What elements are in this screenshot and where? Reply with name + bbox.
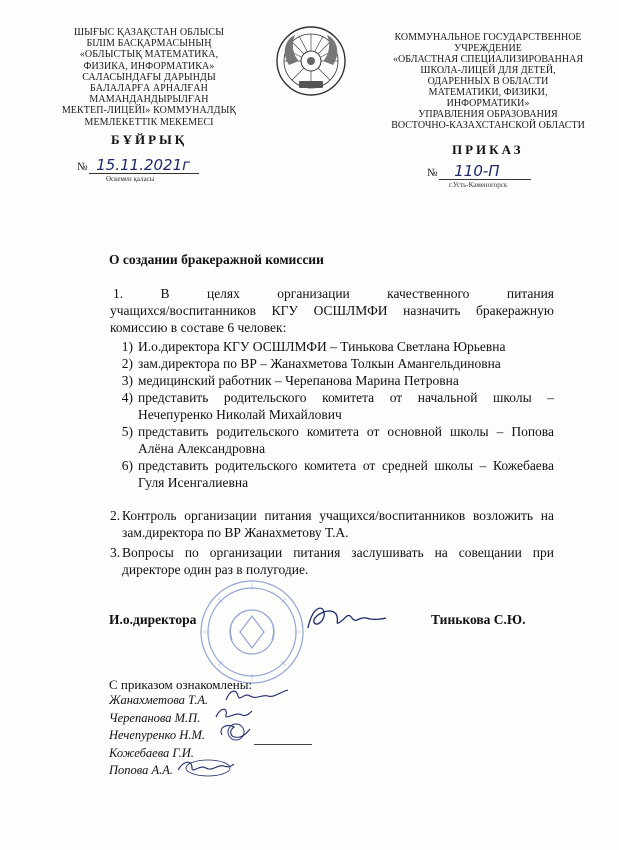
list-item-text: представить родительского комитета от начальной школы – Нечепуренко Николай Михайлович <box>138 390 554 422</box>
paragraph-1-text: учащихся/воспитанников КГУ ОСШЛМФИ назначить бракеражную комиссию в составе 6 человек: <box>110 303 554 335</box>
header-kz-line: МЕМЛЕКЕТТІК МЕКЕМЕСІ <box>84 116 214 128</box>
header-ru-line: УЧРЕЖДЕНИЕ <box>454 43 522 54</box>
list-item-text: представить родительского комитета от средней школы – Кожебаева Гуля Исенгалиевна <box>138 458 554 490</box>
header-kz-line: МЕКТЕП-ЛИЦЕЙІ» КОММУНАЛДЫҚ <box>61 105 237 117</box>
paragraph-3-item <box>110 544 554 578</box>
paragraph-1-lead: В целях организации качественного питания <box>160 286 555 301</box>
header-kz-line: БАЛАЛАРҒА АРНАЛҒАН <box>90 83 208 95</box>
list-item-number: 5) <box>121 424 133 439</box>
paragraph-2-text: Контроль организации питания учащихся/воспитанников возложить на зам.директора по ВР Жанахметову Т.А. <box>122 508 554 540</box>
header-kz-line: «ОБЛЫСТЫҚ МАТЕМАТИКА, <box>79 49 219 61</box>
director-signature-icon <box>300 598 390 638</box>
header-kazakh <box>44 27 254 128</box>
header-ru-line: МАТЕМАТИКИ, ФИЗИКИ, <box>428 87 548 98</box>
acquainted-person: Жанахметова Т.А. <box>109 693 209 707</box>
paragraph-2 <box>110 507 554 541</box>
paragraph-3 <box>110 544 554 578</box>
header-ru-line: УПРАВЛЕНИЯ ОБРАЗОВАНИЯ <box>418 109 558 120</box>
list-item-number: 1) <box>121 339 133 354</box>
place-ru: г.Усть-Каменогорск <box>449 181 508 189</box>
signatory-name: Тинькова С.Ю. <box>431 612 526 627</box>
list-item-text: зам.директора по ВР – Жанахметова Толкын Амангельдиновна <box>138 356 501 371</box>
acquainted-person: Нечепуренко Н.М. <box>109 728 205 742</box>
document-title: О создании бракеражной комиссии <box>109 252 324 267</box>
header-ru-line: «ОБЛАСТНАЯ СПЕЦИАЛИЗИРОВАННАЯ <box>392 54 583 65</box>
paragraph-1 <box>110 285 554 336</box>
paragraph-2-item <box>110 507 554 541</box>
header-kz-line: САЛАСЫНДАҒЫ ДАРЫНДЫ <box>82 71 216 83</box>
header-kz-line: ФИЗИКА, ИНФОРМАТИКА» <box>83 60 215 72</box>
list-item-text: И.о.директора КГУ ОСШЛМФИ – Тинькова Светлана Юрьевна <box>138 339 506 354</box>
header-ru-line: ВОСТОЧНО-КАЗАХСТАНСКОЙ ОБЛАСТИ <box>391 120 585 131</box>
underline <box>439 179 531 180</box>
header-russian <box>376 32 600 131</box>
signature-line <box>254 744 312 745</box>
header-ru-line: КОММУНАЛЬНОЕ ГОСУДАРСТВЕННОЕ <box>394 32 582 43</box>
order-number-kz <box>77 156 190 174</box>
list-item-text: представить родительского комитета от основной школы – Попова Алёна Александровна <box>138 424 554 456</box>
header-ru-line: ОДАРЕННЫХ В ОБЛАСТИ <box>427 76 549 87</box>
signature-nechepurenko-icon <box>214 721 254 743</box>
list-item-number: 3) <box>121 373 133 388</box>
list-item-number: 6) <box>121 458 133 473</box>
acquainted-person: Кожебаева Г.И. <box>109 745 194 760</box>
paragraph-number: 1. <box>113 286 124 301</box>
acquainted-heading: С приказом ознакомлены: <box>109 677 253 692</box>
handwritten-number: 110-П <box>454 162 500 180</box>
acquainted-person: Попова А.А. <box>109 763 174 777</box>
place-kz: Өскемен қаласы <box>106 175 155 183</box>
underline <box>89 173 199 174</box>
list-item <box>110 389 554 423</box>
header-kz-line: БІЛІМ БАСҚАРМАСЫНЫҢ <box>86 38 212 50</box>
signature-cherepanova-icon <box>212 703 254 723</box>
order-label-kz: БҰЙРЫҚ <box>111 132 188 147</box>
paragraph-number: 2. <box>110 508 121 523</box>
header-kz-line: МАМАНДАНДЫРЫЛҒАН <box>89 94 209 106</box>
list-item <box>110 423 554 457</box>
list-item <box>110 457 554 491</box>
header-ru-line: ШКОЛА-ЛИЦЕЙ ДЛЯ ДЕТЕЙ, <box>420 65 556 76</box>
paragraph-1-first-line <box>110 285 554 302</box>
order-label-ru: ПРИКАЗ <box>452 142 524 157</box>
list-item <box>110 372 554 389</box>
paragraph-number: 3. <box>110 545 121 560</box>
list-item-number: 4) <box>121 390 133 405</box>
acquainted-person: Черепанова М.П. <box>109 710 201 725</box>
signatory-role: И.о.директора <box>109 612 197 627</box>
order-number-ru <box>427 162 500 180</box>
commission-members-list <box>110 338 554 491</box>
number-sign: № <box>427 167 438 179</box>
handwritten-date: 15.11.2021г <box>96 156 191 174</box>
paragraph-3-text: Вопросы по организации питания заслушивать на совещании при директоре один раз в полугодие. <box>122 545 554 577</box>
round-stamp-icon <box>198 578 306 686</box>
list-item <box>110 355 554 372</box>
signature-popova-icon <box>174 756 236 778</box>
list-item-text: медицинский работник – Черепанова Марина Петровна <box>138 373 459 388</box>
list-item <box>110 338 554 355</box>
header-kz-line: ШЫҒЫС ҚАЗАҚСТАН ОБЛЫСЫ <box>73 27 225 38</box>
list-item-number: 2) <box>121 356 133 371</box>
header-ru-line: ИНФОРМАТИКИ» <box>446 98 530 109</box>
state-emblem-icon <box>275 25 347 97</box>
number-sign: № <box>77 161 88 173</box>
